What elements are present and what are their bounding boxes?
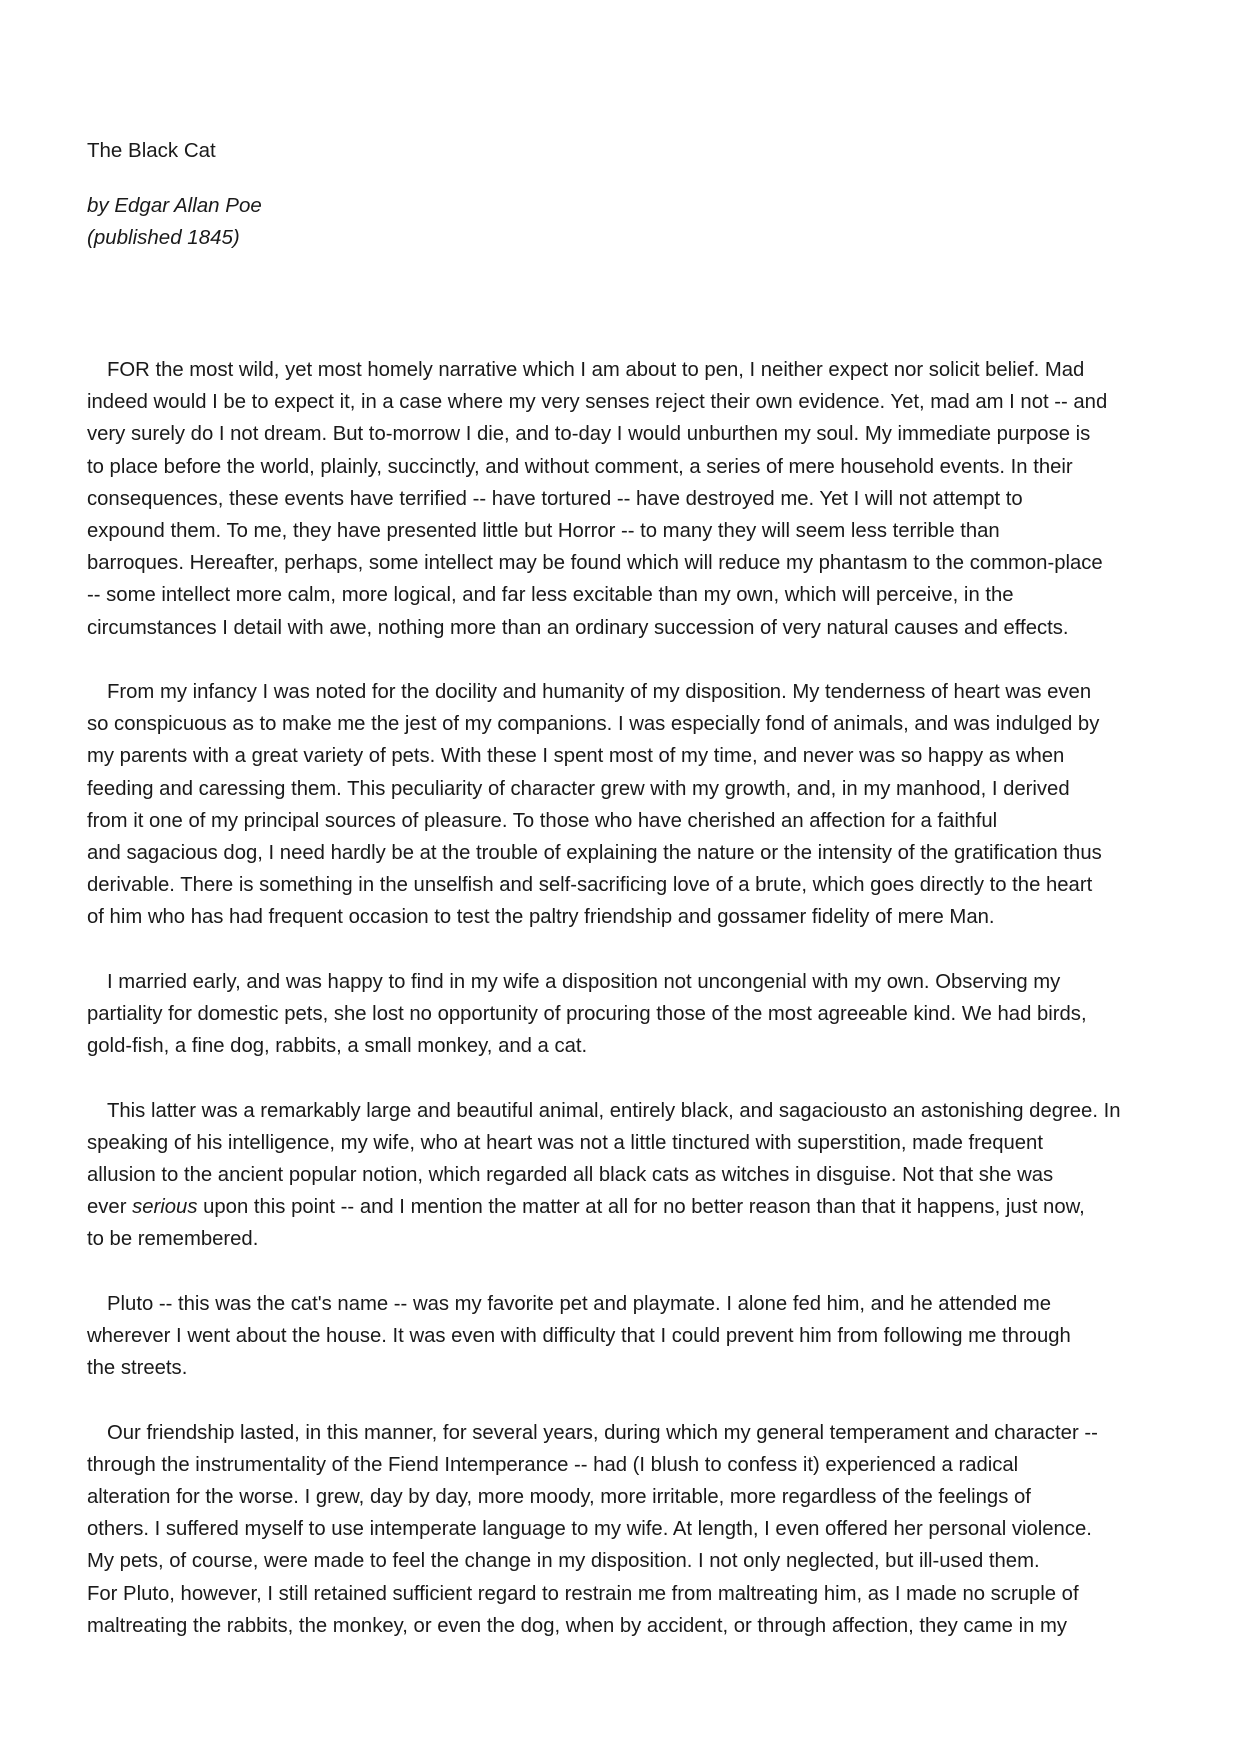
text-line: to be remembered.: [87, 1228, 259, 1251]
text-fragment: upon this point -- and I mention the matter at all for no better reason than that it happens, just now,: [197, 1196, 1085, 1219]
text-line-with-emphasis: [87, 1191, 1167, 1223]
text-line: For Pluto, however, I still retained sufficient regard to restrain me from maltreating him, as I made no scruple of: [87, 1582, 1079, 1605]
paragraph-2: [87, 676, 1167, 934]
published-line: (published 1845): [87, 226, 240, 249]
paragraph-3: [87, 966, 1167, 1063]
text-line: speaking of his intelligence, my wife, who at heart was not a little tinctured with superstition, made frequent: [87, 1131, 1043, 1154]
text-line: others. I suffered myself to use intemperate language to my wife. At length, I even offered her personal violence.: [87, 1518, 1092, 1541]
text-line: maltreating the rabbits, the monkey, or even the dog, when by accident, or through affection, they came in my: [87, 1614, 1068, 1637]
paragraph-1: [87, 354, 1167, 644]
story-body: [87, 354, 1167, 1674]
text-line: to place before the world, plainly, succinctly, and without comment, a series of mere household events. In their: [87, 455, 1073, 478]
emphasis-serious: serious: [132, 1196, 198, 1219]
text-line: My pets, of course, were made to feel the change in my disposition. I not only neglected, but ill-used them.: [87, 1550, 1040, 1573]
text-line: partiality for domestic pets, she lost no opportunity of procuring those of the most agreeable kind. We had birds,: [87, 1003, 1087, 1026]
text-line: the streets.: [87, 1357, 188, 1380]
text-line: barroques. Hereafter, perhaps, some intellect may be found which will reduce my phantasm to the common-place: [87, 552, 1103, 575]
text-line: of him who has had frequent occasion to test the paltry friendship and gossamer fidelity of mere Man.: [87, 906, 995, 929]
text-fragment: ever: [87, 1196, 133, 1219]
text-line: my parents with a great variety of pets. With these I spent most of my time, and never was so happy as when: [87, 745, 1065, 768]
text-line: This latter was a remarkably large and beautiful animal, entirely black, and sagaciousto an astonishing degree. In: [107, 1099, 1121, 1122]
text-line: expound them. To me, they have presented little but Horror -- to many they will seem less terrible than: [87, 520, 1000, 543]
text-line: very surely do I not dream. But to-morrow I die, and to-day I would unburthen my soul. My immediate purpose is: [87, 423, 1091, 446]
text-line: consequences, these events have terrified -- have tortured -- have destroyed me. Yet I will not attempt to: [87, 487, 1023, 510]
document-title: The Black Cat: [87, 139, 216, 162]
paragraph-5: [87, 1288, 1167, 1385]
text-line: I married early, and was happy to find in my wife a disposition not uncongenial with my own. Observing my: [107, 970, 1061, 993]
text-line: allusion to the ancient popular notion, which regarded all black cats as witches in disguise. Not that she was: [87, 1164, 1054, 1187]
text-line: Pluto -- this was the cat's name -- was my favorite pet and playmate. I alone fed him, and he attended me: [107, 1292, 1052, 1315]
text-line: through the instrumentality of the Fiend Intemperance -- had (I blush to confess it) experienced a radical: [87, 1453, 1019, 1476]
paragraph-6: [87, 1417, 1167, 1642]
text-line: wherever I went about the house. It was even with difficulty that I could prevent him from following me through: [87, 1325, 1071, 1348]
text-line: from it one of my principal sources of pleasure. To those who have cherished an affection for a faithful: [87, 809, 998, 832]
paragraph-4: [87, 1095, 1167, 1256]
text-line: -- some intellect more calm, more logical, and far less excitable than my own, which will perceive, in the: [87, 584, 1014, 607]
text-line: and sagacious dog, I need hardly be at the trouble of explaining the nature or the intensity of the gratification thus: [87, 842, 1102, 865]
text-line: FOR the most wild, yet most homely narrative which I am about to pen, I neither expect nor solicit belief. Mad: [107, 359, 1085, 381]
text-line: gold-fish, a fine dog, rabbits, a small monkey, and a cat.: [87, 1035, 588, 1058]
text-line: indeed would I be to expect it, in a case where my very senses reject their own evidence. Yet, mad am I not -- and: [87, 391, 1108, 414]
text-line: derivable. There is something in the unselfish and self-sacrificing love of a brute, which goes directly to the heart: [87, 874, 1093, 897]
text-line: circumstances I detail with awe, nothing more than an ordinary succession of very natural causes and effects.: [87, 616, 1069, 639]
byline: [87, 190, 262, 254]
text-line: alteration for the worse. I grew, day by day, more moody, more irritable, more regardless of the feelings of: [87, 1486, 1031, 1509]
author-line: by Edgar Allan Poe: [87, 194, 262, 217]
text-line: so conspicuous as to make me the jest of my companions. I was especially fond of animals, and was indulged by: [87, 713, 1100, 736]
text-line: feeding and caressing them. This peculiarity of character grew with my growth, and, in my manhood, I derived: [87, 777, 1070, 800]
text-line: From my infancy I was noted for the docility and humanity of my disposition. My tenderness of heart was even: [107, 681, 1092, 704]
text-line: Our friendship lasted, in this manner, for several years, during which my general temperament and character --: [107, 1421, 1098, 1444]
